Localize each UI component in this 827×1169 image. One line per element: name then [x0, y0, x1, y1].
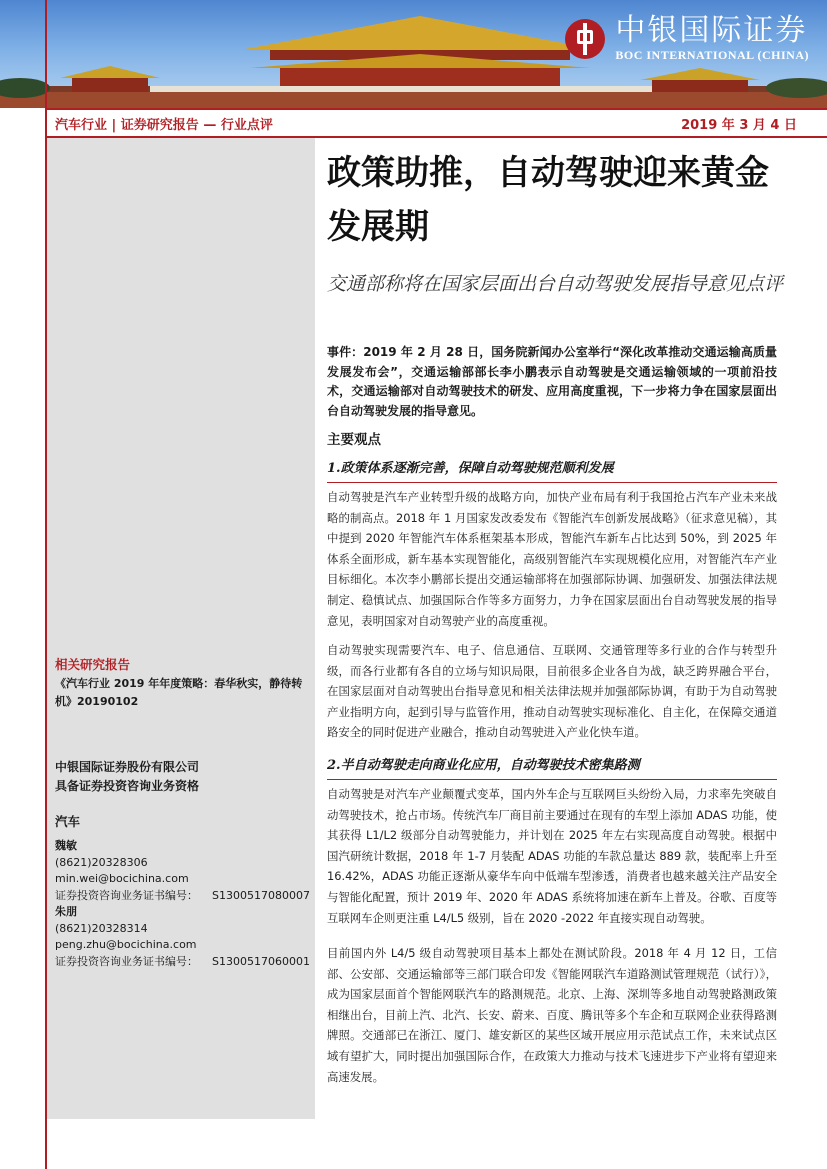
- section-paragraph: 目前国内外 L4/5 级自动驾驶项目基本上都处在测试阶段。2018 年 4 月 12 日，工信部、公安部、交通运输部等三部门联合印发《智能网联汽车道路测试管理规范（试行）》，成为国家层面首个智能网联汽车的路测规范。北京、上海、深圳等多地自动驾驶路测政策相继出台，目前上汽、北汽、长安、蔚来、百度、腾讯等多个车企和互联网企业获得路测牌照。交通部已在浙江、厦门、雄安新区的某些区域开展应用示范试点工作，未来试点区域有望扩大，同时提出加强国际合作，在政策大力推动与技术飞速进步下产业将有望迎来高速发展。: [327, 946, 777, 1084]
- category-bar: [47, 108, 827, 138]
- analyst-phone: (8621)20328306: [55, 855, 148, 869]
- report-title: 政策助推，自动驾驶迎来黄金发展期: [327, 153, 769, 247]
- report-date: 2019 年 3 月 4 日: [681, 117, 797, 133]
- related-report-item: 《汽车行业 2019 年年度策略：春华秋实，静待转机》20190102: [55, 677, 303, 708]
- event-summary: 事件：2019 年 2 月 28 日，国务院新闻办公室举行“深化改革推动交通运输高质量发展发布会”，交通运输部部长李小鹏表示自动驾驶是交通运输领域的一项前沿技术，交通运输部对自动驾驶技术的研发、应用高度重视，下一步将力争在国家层面出台自动驾驶发展的指导意见。: [327, 345, 777, 418]
- brand-logo: [565, 14, 809, 63]
- analyst-name: 魏敏: [55, 839, 77, 852]
- analyst-card: [55, 904, 310, 970]
- brand-name-en: BOC INTERNATIONAL (CHINA): [615, 48, 809, 62]
- analyst-name: 朱朋: [55, 905, 77, 918]
- license-number: S1300517060001: [212, 954, 310, 968]
- analyst-email[interactable]: min.wei@bocichina.com: [55, 872, 189, 885]
- company-info: [55, 758, 199, 796]
- key-points-heading: 主要观点: [327, 432, 381, 448]
- brand-name-cn: 中银国际证券: [615, 13, 808, 48]
- section-paragraph: 自动驾驶是对汽车产业颠覆式变革，国内外车企与互联网巨头纷纷入局，力求率先突破自动驾驶技术，抢占市场。传统汽车厂商目前主要通过在现有的车型上添加 ADAS 功能，使其获得 L1/L2 级部分自动驾驶能力，并计划在 2025 年左右实现高度自动驾驶。根据中国汽研统计数据，2018 年 1-7 月装配 ADAS 功能的车款总量达 889 款，装配率上升至 16.42%，ADAS 功能正逐渐从豪华车向中低端车型渗透，消费者也越来越关注产品安全与智能化配置，预计 2019 年、2020 年 ADAS 系统将加速在新车上普及。谷歌、百度等互联网车企则更注重 L4/L5 级别，旨在 2020 -2022 年直接实现自动驾驶。: [327, 787, 777, 925]
- analyst-license: [55, 888, 310, 905]
- section-title: 1.政策体系逐渐完善，保障自动驾驶规范顺利发展: [327, 457, 777, 483]
- boc-logo-icon: [565, 19, 605, 59]
- sidebar-panel: [47, 138, 315, 1119]
- analyst-license: [55, 954, 310, 971]
- analyst-email[interactable]: peng.zhu@bocichina.com: [55, 938, 197, 951]
- section-title: 2.半自动驾驶走向商业化应用，自动驾驶技术密集路测: [327, 754, 777, 780]
- analyst-phone: (8621)20328314: [55, 921, 148, 935]
- company-name: 中银国际证券股份有限公司: [55, 760, 200, 774]
- section-paragraph: 自动驾驶实现需要汽车、电子、信息通信、互联网、交通管理等多行业的合作与转型升级，而各行业都有各自的立场与知识局限，目前很多企业各自为战，缺乏跨界融合平台，在国家层面对自动驾驶出台指导意见和相关法律法规并加强部际协调，有助于为自动驾驶产业指明方向，起到引导与监管作用，推动自动驾驶实现标准化、自主化，在保障交通道路安全的同时促进产业融合，推动自动驾驶进入产业化快车道。: [327, 643, 777, 740]
- report-subtitle: 交通部称将在国家层面出台自动驾驶发展指导意见点评: [327, 273, 784, 295]
- company-qualification: 具备证券投资咨询业务资格: [55, 779, 200, 793]
- sector-label: 汽车: [55, 814, 81, 829]
- license-number: S1300517080007: [212, 888, 310, 902]
- related-reports-heading: 相关研究报告: [55, 657, 131, 672]
- report-category: 汽车行业 | 证券研究报告 — 行业点评: [55, 117, 273, 133]
- section-paragraph: 自动驾驶是汽车产业转型升级的战略方向，加快产业布局有利于我国抢占汽车产业未来战略的制高点。2018 年 1 月国家发改委发布《智能汽车创新发展战略》（征求意见稿），其中提到 2020 年智能汽车体系框架基本形成，智能汽车新车占比达到 50%，到 2025 年体系全面形成，新车基本实现智能化，高级别智能汽车实现规模化应用，对智能汽车产业目标细化。本次李小鹏部长提出交通运输部将在加强部际协调、加强研发、加强法律法规制定、稳慎试点、加强国际合作等多方面努力，力争在国家层面出台自动驾驶发展的指导意见，表明国家对自动驾驶产业的高度重视。: [327, 490, 777, 628]
- analyst-card: [55, 838, 310, 904]
- license-label: 证券投资咨询业务证书编号：: [55, 954, 198, 968]
- license-label: 证券投资咨询业务证书编号：: [55, 888, 198, 902]
- header-banner: [0, 0, 827, 108]
